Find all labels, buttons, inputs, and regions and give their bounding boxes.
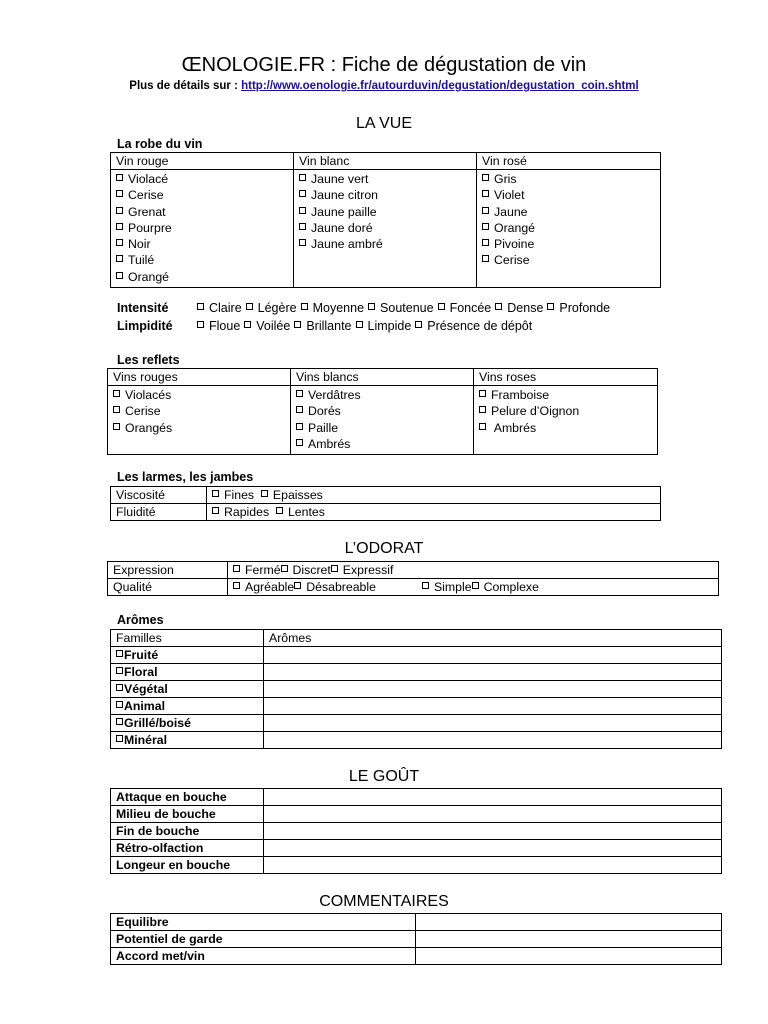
reflets-table (107, 368, 658, 455)
table-row (111, 647, 722, 664)
gout-row-label: Attaque en bouche (111, 789, 264, 806)
limpidite-row (117, 318, 536, 335)
checkbox-icon[interactable] (116, 272, 123, 279)
checkbox-icon[interactable] (233, 582, 240, 589)
checkbox-item[interactable]: Orangés (113, 420, 285, 436)
checkbox-icon[interactable] (116, 207, 123, 214)
checkbox-icon[interactable] (415, 321, 422, 328)
checkbox-item[interactable]: Ambrés (479, 420, 652, 436)
gout-row-label: Milieu de bouche (111, 806, 264, 823)
checkbox-item[interactable]: Moyenne (301, 301, 364, 315)
checkbox-item[interactable]: Expressif (331, 563, 394, 577)
checkbox-item[interactable]: Pelure d’Oignon (479, 403, 652, 419)
checkbox-item[interactable]: Cerise (116, 187, 288, 203)
checkbox-item[interactable]: Tuilé (116, 252, 288, 268)
gout-row-label: Fin de bouche (111, 823, 264, 840)
reflets-col-blancs (291, 386, 474, 455)
table-row (111, 931, 722, 948)
checkbox-icon[interactable] (299, 207, 306, 214)
larmes-row-options (207, 487, 661, 504)
checkbox-item[interactable]: Jaune citron (299, 187, 471, 203)
odorat-table (107, 561, 719, 596)
aromes-label: Arômes (117, 613, 164, 627)
checkbox-icon[interactable] (212, 507, 219, 514)
larmes-table (110, 486, 661, 521)
table-row (111, 914, 722, 931)
reflets-col-rouges (108, 386, 291, 455)
checkbox-icon[interactable] (495, 303, 502, 310)
odorat-row-options (228, 579, 719, 596)
checkbox-item[interactable]: Brillante (294, 319, 351, 333)
checkbox-item[interactable]: Fines (212, 488, 254, 502)
aromes-input-cell[interactable] (264, 664, 722, 681)
checkbox-item[interactable]: Complexe (472, 580, 539, 594)
checkbox-icon[interactable] (299, 174, 306, 181)
table-row (111, 715, 722, 732)
table-header-row (111, 630, 722, 647)
reflets-label: Les reflets (117, 353, 180, 367)
checkbox-icon[interactable] (299, 190, 306, 197)
robe-table (110, 152, 661, 288)
commentaires-input-cell[interactable] (416, 948, 722, 965)
checkbox-icon[interactable] (116, 735, 123, 742)
commentaires-input-cell[interactable] (416, 931, 722, 948)
checkbox-icon[interactable] (233, 565, 240, 572)
checkbox-icon[interactable] (276, 507, 283, 514)
commentaires-row-label: Potentiel de garde (111, 931, 416, 948)
aromes-family[interactable]: Floral (111, 664, 264, 681)
gout-input-cell[interactable] (264, 840, 722, 857)
checkbox-icon[interactable] (296, 439, 303, 446)
gout-row-label: Longeur en bouche (111, 857, 264, 874)
checkbox-icon[interactable] (116, 223, 123, 230)
gout-input-cell[interactable] (264, 806, 722, 823)
reflets-header-roses: Vins roses (474, 369, 658, 386)
checkbox-icon[interactable] (116, 718, 123, 725)
larmes-row-options (207, 504, 661, 521)
checkbox-icon[interactable] (299, 223, 306, 230)
aromes-input-cell[interactable] (264, 698, 722, 715)
checkbox-icon[interactable] (116, 667, 123, 674)
reflets-header-rouges: Vins rouges (108, 369, 291, 386)
table-row (111, 698, 722, 715)
checkbox-icon[interactable] (482, 255, 489, 262)
aromes-table (110, 629, 722, 749)
checkbox-item[interactable]: Violacé (116, 171, 288, 187)
robe-header-rouge: Vin rouge (111, 153, 294, 170)
checkbox-item[interactable]: Dorés (296, 403, 468, 419)
robe-header-rose: Vin rosé (477, 153, 661, 170)
gout-input-cell[interactable] (264, 823, 722, 840)
checkbox-icon[interactable] (482, 207, 489, 214)
checkbox-item[interactable]: Violacés (113, 387, 285, 403)
checkbox-icon[interactable] (116, 255, 123, 262)
checkbox-item[interactable]: Gris (482, 171, 655, 187)
checkbox-icon[interactable] (482, 174, 489, 181)
checkbox-icon[interactable] (547, 303, 554, 310)
aromes-family[interactable]: Grillé/boisé (111, 715, 264, 732)
checkbox-item[interactable]: Orangé (116, 269, 288, 285)
reflets-header-blancs: Vins blancs (291, 369, 474, 386)
checkbox-icon[interactable] (479, 390, 486, 397)
checkbox-item[interactable]: Paille (296, 420, 468, 436)
page-title: ŒNOLOGIE.FR : Fiche de dégustation de vin (181, 54, 587, 76)
aromes-input-cell[interactable] (264, 732, 722, 749)
checkbox-item[interactable]: Claire (197, 301, 242, 315)
commentaires-row-label: Equilibre (111, 914, 416, 931)
checkbox-item[interactable]: Présence de dépôt (415, 319, 532, 333)
section-heading-odorat: L’ODORAT (344, 540, 424, 557)
checkbox-item[interactable]: Jaune paille (299, 204, 471, 220)
checkbox-icon[interactable] (368, 303, 375, 310)
aromes-family[interactable]: Animal (111, 698, 264, 715)
table-row (111, 857, 722, 874)
checkbox-icon[interactable] (197, 303, 204, 310)
aromes-family[interactable]: Minéral (111, 732, 264, 749)
checkbox-icon[interactable] (482, 190, 489, 197)
table-row (111, 840, 722, 857)
table-row (111, 789, 722, 806)
checkbox-item[interactable]: Orangé (482, 220, 655, 236)
odorat-row-name: Qualité (108, 579, 228, 596)
checkbox-item[interactable]: Framboise (479, 387, 652, 403)
checkbox-icon[interactable] (113, 406, 120, 413)
aromes-input-cell[interactable] (264, 647, 722, 664)
checkbox-item[interactable]: Lentes (276, 505, 325, 519)
table-row (111, 732, 722, 749)
checkbox-icon[interactable] (116, 701, 123, 708)
checkbox-icon[interactable] (438, 303, 445, 310)
table-row (111, 487, 661, 504)
aromes-header-familles: Familles (111, 630, 264, 647)
checkbox-icon[interactable] (261, 490, 268, 497)
gout-input-cell[interactable] (264, 857, 722, 874)
table-row (111, 504, 661, 521)
table-row (111, 823, 722, 840)
checkbox-icon[interactable] (116, 239, 123, 246)
commentaires-row-label: Accord met/vin (111, 948, 416, 965)
checkbox-item[interactable]: Agréable (233, 580, 294, 594)
gout-table (110, 788, 722, 874)
limpidite-label: Limpidité (117, 319, 173, 333)
checkbox-icon[interactable] (116, 684, 123, 691)
checkbox-item[interactable]: Légère (246, 301, 297, 315)
checkbox-icon[interactable] (422, 582, 429, 589)
checkbox-icon[interactable] (296, 390, 303, 397)
checkbox-icon[interactable] (482, 223, 489, 230)
table-row (111, 806, 722, 823)
section-heading-vue: LA VUE (355, 115, 413, 132)
gout-input-cell[interactable] (264, 789, 722, 806)
checkbox-item[interactable]: Fermé (233, 563, 281, 577)
checkbox-item[interactable]: Foncée (438, 301, 492, 315)
larmes-row-name: Fluidité (111, 504, 207, 521)
checkbox-item[interactable]: Désabreable (294, 580, 376, 594)
checkbox-icon[interactable] (294, 321, 301, 328)
details-prefix: Plus de détails sur : (129, 80, 242, 92)
checkbox-item[interactable]: Floue (197, 319, 240, 333)
details-line (0, 79, 768, 94)
checkbox-item[interactable]: Rapides (212, 505, 269, 519)
checkbox-item[interactable]: Cerise (482, 252, 655, 268)
checkbox-icon[interactable] (113, 423, 120, 430)
larmes-row-name: Viscosité (111, 487, 207, 504)
checkbox-item[interactable]: Epaisses (261, 488, 323, 502)
checkbox-icon[interactable] (356, 321, 363, 328)
checkbox-icon[interactable] (197, 321, 204, 328)
checkbox-icon[interactable] (246, 303, 253, 310)
checkbox-icon[interactable] (116, 174, 123, 181)
robe-col-rose (477, 170, 661, 288)
table-row (111, 948, 722, 965)
robe-label: La robe du vin (117, 137, 203, 151)
checkbox-icon[interactable] (482, 239, 489, 246)
checkbox-item[interactable]: Profonde (547, 301, 610, 315)
table-row (108, 579, 719, 596)
section-heading-commentaires: COMMENTAIRES (319, 893, 449, 910)
checkbox-icon[interactable] (472, 582, 479, 589)
checkbox-item[interactable]: Ambrés (296, 436, 468, 452)
gout-row-label: Rétro-olfaction (111, 840, 264, 857)
checkbox-item[interactable]: Jaune (482, 204, 655, 220)
intensite-row (117, 300, 614, 317)
reflets-col-roses (474, 386, 658, 455)
table-row (108, 562, 719, 579)
checkbox-icon[interactable] (299, 239, 306, 246)
checkbox-item[interactable]: Verdâtres (296, 387, 468, 403)
checkbox-icon[interactable] (294, 582, 301, 589)
section-heading-gout: LE GOÛT (348, 768, 420, 785)
odorat-row-options (228, 562, 719, 579)
checkbox-icon[interactable] (296, 423, 303, 430)
checkbox-icon[interactable] (113, 390, 120, 397)
aromes-input-cell[interactable] (264, 681, 722, 698)
checkbox-item[interactable]: Soutenue (368, 301, 434, 315)
aromes-family[interactable]: Végétal (111, 681, 264, 698)
commentaires-table (110, 913, 722, 965)
checkbox-item[interactable]: Cerise (113, 403, 285, 419)
odorat-row-name: Expression (108, 562, 228, 579)
checkbox-item[interactable]: Dense (495, 301, 543, 315)
checkbox-icon[interactable] (281, 565, 288, 572)
checkbox-item[interactable]: Violet (482, 187, 655, 203)
checkbox-item[interactable]: Noir (116, 236, 288, 252)
checkbox-icon[interactable] (116, 190, 123, 197)
checkbox-item[interactable]: Pourpre (116, 220, 288, 236)
aromes-input-cell[interactable] (264, 715, 722, 732)
aromes-header-aromes: Arômes (264, 630, 722, 647)
robe-col-rouge (111, 170, 294, 288)
checkbox-item[interactable]: Pivoine (482, 236, 655, 252)
table-row (111, 664, 722, 681)
larmes-label: Les larmes, les jambes (117, 470, 254, 484)
checkbox-item[interactable]: Limpide (356, 319, 412, 333)
checkbox-icon[interactable] (212, 490, 219, 497)
robe-header-blanc: Vin blanc (294, 153, 477, 170)
checkbox-item[interactable]: Discret (281, 563, 331, 577)
robe-col-blanc (294, 170, 477, 288)
checkbox-item[interactable]: Jaune vert (299, 171, 471, 187)
checkbox-item[interactable]: Jaune ambré (299, 236, 471, 252)
checkbox-icon[interactable] (479, 406, 486, 413)
checkbox-icon[interactable] (296, 406, 303, 413)
details-link[interactable]: http://www.oenologie.fr/autourduvin/degustation/degustation_coin.shtml (241, 80, 639, 92)
checkbox-icon[interactable] (116, 650, 123, 657)
commentaires-input-cell[interactable] (416, 914, 722, 931)
checkbox-item[interactable]: Voilée (244, 319, 290, 333)
checkbox-item[interactable]: Grenat (116, 204, 288, 220)
checkbox-icon[interactable] (301, 303, 308, 310)
checkbox-icon[interactable] (331, 565, 338, 572)
table-row (111, 681, 722, 698)
intensite-label: Intensité (117, 301, 169, 315)
checkbox-icon[interactable] (479, 423, 486, 430)
aromes-family[interactable]: Fruité (111, 647, 264, 664)
checkbox-item[interactable]: Jaune doré (299, 220, 471, 236)
checkbox-icon[interactable] (244, 321, 251, 328)
checkbox-item[interactable]: Simple (422, 580, 472, 594)
